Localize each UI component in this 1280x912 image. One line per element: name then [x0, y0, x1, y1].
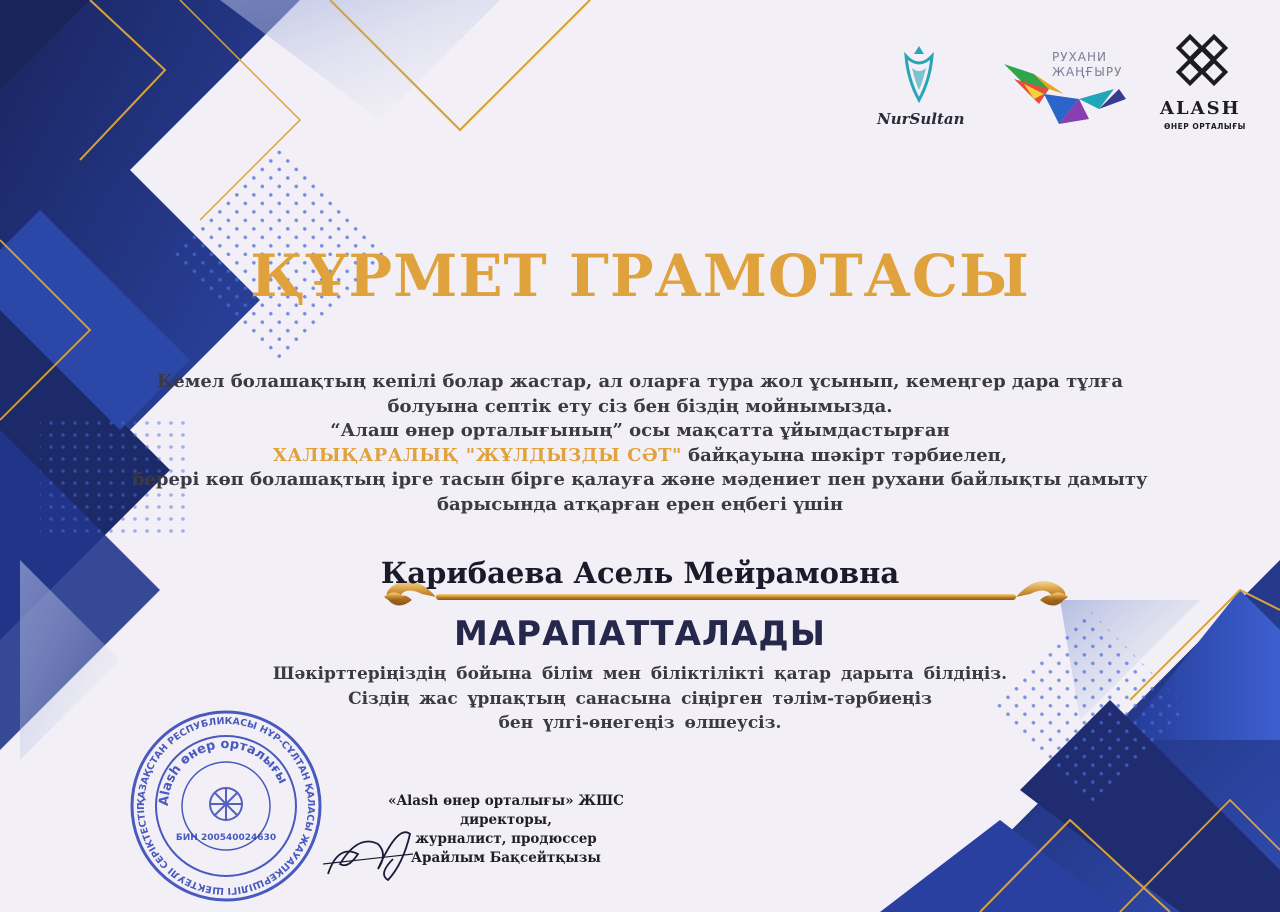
rukhani-line-1: РУХАНИ: [1052, 50, 1107, 64]
recipient-name: Карибаева Асель Мейрамовна: [380, 556, 900, 590]
alash-logo: [1150, 34, 1255, 139]
intro-line-4-rest: байқауына шәкірт тәрбиелеп,: [681, 444, 1008, 466]
intro-line-4: [0, 444, 1280, 469]
contest-name: ХАЛЫҚАРАЛЫҚ "ЖҰЛДЫЗДЫ СӘТ": [272, 444, 682, 466]
stamp-inner-text: Alash өнер орталығы: [156, 736, 291, 807]
stamp-bin: БИН 200540024630: [175, 833, 277, 843]
intro-line-6: барысында атқарған ерен еңбегі үшін: [436, 493, 844, 515]
intro-line-3: “Алаш өнер орталығының” осы мақсатта ұйымдастырған: [330, 420, 950, 442]
rukhani-line-2: ЖАҢҒЫРУ: [1052, 65, 1123, 79]
rukhani-zhangyru-logo: [1004, 44, 1134, 130]
award-heading: МАРАПАТТАЛАДЫ: [454, 614, 826, 654]
closing-line-2: Сіздің жас ұрпақтың санасына сіңірген тәлім-тәрбиеңіз: [348, 688, 932, 709]
director-line-3: Арайлым Бақсейтқызы: [411, 850, 601, 866]
alash-wordmark: ALASH: [1160, 98, 1241, 119]
director-line-2: журналист, продюссер: [415, 831, 597, 847]
official-stamp: [124, 708, 328, 904]
certificate-title: ҚҰРМЕТ ГРАМОТАСЫ: [250, 242, 1030, 310]
intro-paragraph: [0, 370, 1280, 518]
intro-line-2: болуына септік ету сіз бен біздің мойнымызда.: [387, 395, 893, 417]
stamp-emblem: [210, 788, 242, 820]
closing-line-1: Шәкірттеріңіздің бойына білім мен біліктілікті қатар дарыта білдіңіз.: [272, 664, 1008, 684]
intro-line-5: берері көп болашақтың ірге тасын бірге қалауға және мәдениет пен рухани байлықты дамыту: [132, 469, 1148, 491]
director-line-1: «Alash өнер орталығы» ЖШС директоры,: [388, 793, 624, 828]
intro-line-1: Кемел болашақтың кепілі болар жастар, ал оларға тура жол ұсынып, кемеңгер дара тұлға: [156, 371, 1124, 392]
nursultan-wordmark: NurSultan: [877, 110, 965, 128]
signature: [318, 814, 418, 890]
stamp-outer-text: ҚАЗАҚСТАН РЕСПУБЛИКАСЫ НҰР-СҰЛТАН ҚАЛАСЫ ЖАУАПКЕРШІЛІГІ ШЕКТЕУЛІ СЕРІКТЕСТІГ: [135, 715, 317, 897]
nursultan-logo: [872, 40, 967, 135]
closing-line-3: бен үлгі-өнегеңіз өлшеусіз.: [498, 713, 782, 733]
alash-subtitle: ӨНЕР ОРТАЛЫҒЫ: [1164, 122, 1246, 131]
